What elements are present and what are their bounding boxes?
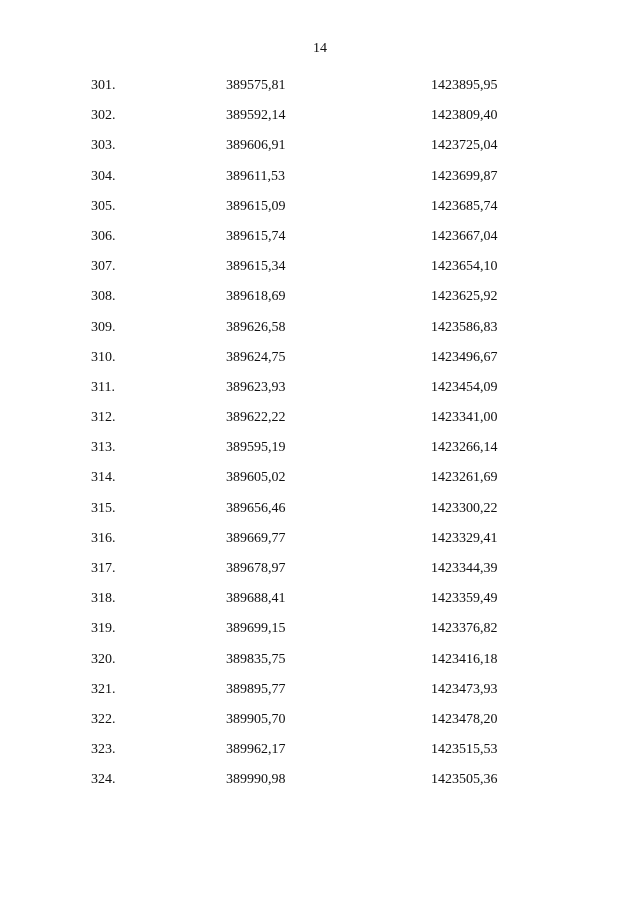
y-coordinate: 1423496,67 (431, 349, 498, 365)
y-coordinate: 1423625,92 (431, 289, 498, 305)
y-coordinate: 1423261,69 (431, 470, 498, 486)
table-row (0, 652, 640, 682)
x-coordinate: 389605,02 (226, 470, 286, 486)
point-number: 318. (91, 591, 116, 607)
point-number: 319. (91, 621, 116, 637)
table-row (0, 289, 640, 319)
point-number: 322. (91, 711, 116, 727)
point-number: 321. (91, 681, 116, 697)
y-coordinate: 1423685,74 (431, 198, 498, 214)
y-coordinate: 1423454,09 (431, 379, 498, 395)
table-row (0, 712, 640, 742)
y-coordinate: 1423505,36 (431, 772, 498, 788)
point-number: 305. (91, 198, 116, 214)
x-coordinate: 389626,58 (226, 319, 286, 335)
point-number: 316. (91, 530, 116, 546)
x-coordinate: 389624,75 (226, 349, 286, 365)
x-coordinate: 389895,77 (226, 681, 286, 697)
table-row (0, 78, 640, 108)
table-row (0, 772, 640, 802)
point-number: 309. (91, 319, 116, 335)
x-coordinate: 389905,70 (226, 711, 286, 727)
x-coordinate: 389699,15 (226, 621, 286, 637)
point-number: 320. (91, 651, 116, 667)
point-number: 301. (91, 78, 116, 93)
table-row (0, 108, 640, 138)
table-row (0, 229, 640, 259)
point-number: 308. (91, 289, 116, 305)
x-coordinate: 389592,14 (226, 108, 286, 124)
point-number: 324. (91, 772, 116, 788)
y-coordinate: 1423329,41 (431, 530, 498, 546)
x-coordinate: 389615,74 (226, 228, 286, 244)
x-coordinate: 389678,97 (226, 561, 286, 576)
y-coordinate: 1423473,93 (431, 681, 498, 697)
y-coordinate: 1423654,10 (431, 259, 498, 275)
coordinate-table (0, 78, 640, 803)
point-number: 315. (91, 500, 116, 516)
y-coordinate: 1423725,04 (431, 138, 498, 154)
x-coordinate: 389622,22 (226, 410, 286, 426)
table-row (0, 621, 640, 651)
y-coordinate: 1423478,20 (431, 711, 498, 727)
table-row (0, 410, 640, 440)
table-row (0, 380, 640, 410)
table-row (0, 440, 640, 470)
x-coordinate: 389990,98 (226, 772, 286, 788)
table-row (0, 259, 640, 289)
table-row (0, 320, 640, 350)
x-coordinate: 389615,34 (226, 259, 286, 275)
x-coordinate: 389618,69 (226, 289, 286, 305)
point-number: 302. (91, 108, 116, 124)
x-coordinate: 389623,93 (226, 379, 286, 395)
table-row (0, 682, 640, 712)
point-number: 304. (91, 168, 116, 184)
point-number: 313. (91, 440, 116, 456)
x-coordinate: 389575,81 (226, 78, 286, 93)
point-number: 306. (91, 228, 116, 244)
y-coordinate: 1423586,83 (431, 319, 498, 335)
table-row (0, 138, 640, 168)
point-number: 307. (91, 259, 116, 275)
table-row (0, 591, 640, 621)
y-coordinate: 1423699,87 (431, 168, 498, 184)
y-coordinate: 1423300,22 (431, 500, 498, 516)
table-row (0, 470, 640, 500)
y-coordinate: 1423341,00 (431, 410, 498, 426)
y-coordinate: 1423376,82 (431, 621, 498, 637)
x-coordinate: 389669,77 (226, 530, 286, 546)
table-row (0, 531, 640, 561)
y-coordinate: 1423344,39 (431, 561, 498, 576)
table-row (0, 501, 640, 531)
y-coordinate: 1423895,95 (431, 78, 498, 93)
point-number: 323. (91, 742, 116, 758)
x-coordinate: 389962,17 (226, 742, 286, 758)
point-number: 310. (91, 349, 116, 365)
page-number: 14 (313, 41, 327, 56)
point-number: 311. (91, 379, 115, 395)
table-row (0, 350, 640, 380)
x-coordinate: 389595,19 (226, 440, 286, 456)
table-row (0, 561, 640, 591)
table-row (0, 199, 640, 229)
point-number: 312. (91, 410, 116, 426)
y-coordinate: 1423515,53 (431, 742, 498, 758)
y-coordinate: 1423416,18 (431, 651, 498, 667)
table-row (0, 742, 640, 772)
point-number: 314. (91, 470, 116, 486)
y-coordinate: 1423266,14 (431, 440, 498, 456)
point-number: 303. (91, 138, 116, 154)
y-coordinate: 1423667,04 (431, 228, 498, 244)
x-coordinate: 389615,09 (226, 198, 286, 214)
x-coordinate: 389606,91 (226, 138, 286, 154)
table-row (0, 169, 640, 199)
x-coordinate: 389835,75 (226, 651, 286, 667)
y-coordinate: 1423359,49 (431, 591, 498, 607)
y-coordinate: 1423809,40 (431, 108, 498, 124)
x-coordinate: 389656,46 (226, 500, 286, 516)
x-coordinate: 389688,41 (226, 591, 286, 607)
point-number: 317. (91, 561, 116, 576)
x-coordinate: 389611,53 (226, 168, 285, 184)
